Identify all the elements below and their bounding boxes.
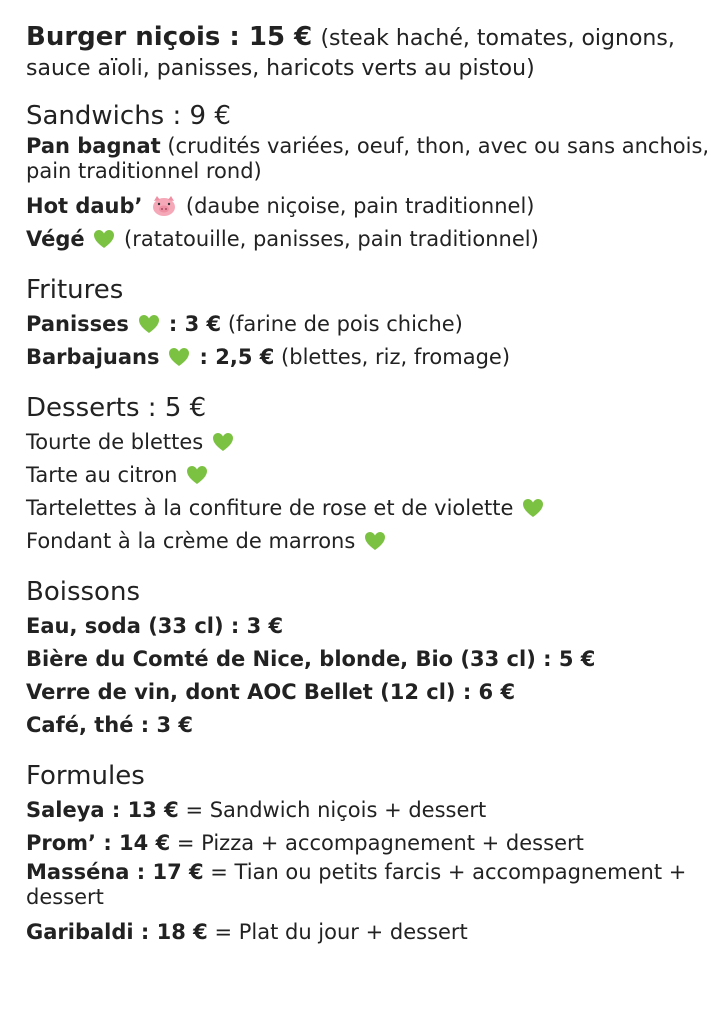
formules-title: Formules	[26, 761, 145, 791]
item-name: Barbajuans	[26, 345, 160, 369]
item-desc: = Sandwich niçois + dessert	[178, 798, 487, 822]
menu-item	[26, 459, 720, 492]
menu-item	[26, 610, 720, 643]
item-desc: = Pizza + accompagnement + dessert	[170, 831, 584, 855]
item-name: Panisses	[26, 312, 129, 336]
section-desserts	[26, 392, 720, 558]
item-desc: (blettes, riz, fromage)	[281, 345, 511, 369]
section-fritures	[26, 274, 720, 374]
item-price: : 3 €	[161, 312, 222, 336]
green-heart-icon	[364, 531, 386, 551]
burger-desc: (steak haché, tomates, oignons, sauce aïoli, panisses, haricots verts au pistou)	[26, 26, 675, 81]
pig-face-icon	[151, 195, 177, 217]
menu-item	[26, 709, 720, 742]
item-desc: (farine de pois chiche)	[227, 312, 463, 336]
item-name: Tarte au citron	[26, 463, 178, 487]
item-name: Fondant à la crème de marrons	[26, 529, 356, 553]
menu-item	[26, 860, 720, 910]
item-desc: (ratatouille, panisses, pain traditionnel)	[124, 227, 539, 251]
menu-item	[26, 492, 720, 525]
menu-item	[26, 308, 720, 341]
menu-item	[26, 223, 720, 256]
item-name: Eau, soda (33 cl) : 3 €	[26, 614, 284, 638]
item-name: Masséna : 17 €	[26, 860, 204, 884]
menu-item	[26, 426, 720, 459]
menu-item	[26, 916, 720, 949]
item-name: Pan bagnat	[26, 134, 161, 158]
item-name: Garibaldi : 18 €	[26, 920, 208, 944]
sandwichs-title: Sandwichs : 9 €	[26, 101, 231, 131]
item-desc: (daube niçoise, pain traditionnel)	[185, 194, 535, 218]
green-heart-icon	[186, 465, 208, 485]
item-desc: (crudités variées, oeuf, thon, avec ou sans anchois, pain traditionnel rond)	[26, 134, 710, 183]
menu-item	[26, 827, 720, 860]
menu-item	[26, 643, 720, 676]
burger-name: Burger niçois : 15 €	[26, 22, 313, 52]
menu-item	[26, 525, 720, 558]
green-heart-icon	[93, 229, 115, 249]
item-desc: = Plat du jour + dessert	[207, 920, 468, 944]
menu-item	[26, 134, 720, 184]
green-heart-icon	[138, 314, 160, 334]
item-name: Prom’ : 14 €	[26, 831, 171, 855]
section-boissons	[26, 576, 720, 742]
item-name: Verre de vin, dont AOC Bellet (12 cl) : 6 €	[26, 680, 516, 704]
menu-item	[26, 794, 720, 827]
item-name: Tourte de blettes	[26, 430, 204, 454]
item-desc: = Tian ou petits farcis + accompagnement + dessert	[26, 860, 687, 909]
boissons-title: Boissons	[26, 577, 140, 607]
menu-item	[26, 190, 720, 223]
item-name: Saleya : 13 €	[26, 798, 179, 822]
menu-item	[26, 676, 720, 709]
desserts-title: Desserts : 5 €	[26, 393, 207, 423]
green-heart-icon	[212, 432, 234, 452]
section-sandwichs	[26, 100, 720, 256]
item-name: Bière du Comté de Nice, blonde, Bio (33 cl) : 5 €	[26, 647, 596, 671]
burger-line	[26, 22, 720, 82]
item-name: Hot daub’	[26, 194, 143, 218]
item-name: Végé	[26, 227, 85, 251]
green-heart-icon	[168, 347, 190, 367]
green-heart-icon	[522, 498, 544, 518]
item-name: Tartelettes à la confiture de rose et de violette	[26, 496, 514, 520]
item-name: Café, thé : 3 €	[26, 713, 194, 737]
menu-item	[26, 341, 720, 374]
item-price: : 2,5 €	[192, 345, 275, 369]
fritures-title: Fritures	[26, 275, 124, 305]
section-formules	[26, 760, 720, 949]
section-burger	[26, 22, 720, 82]
